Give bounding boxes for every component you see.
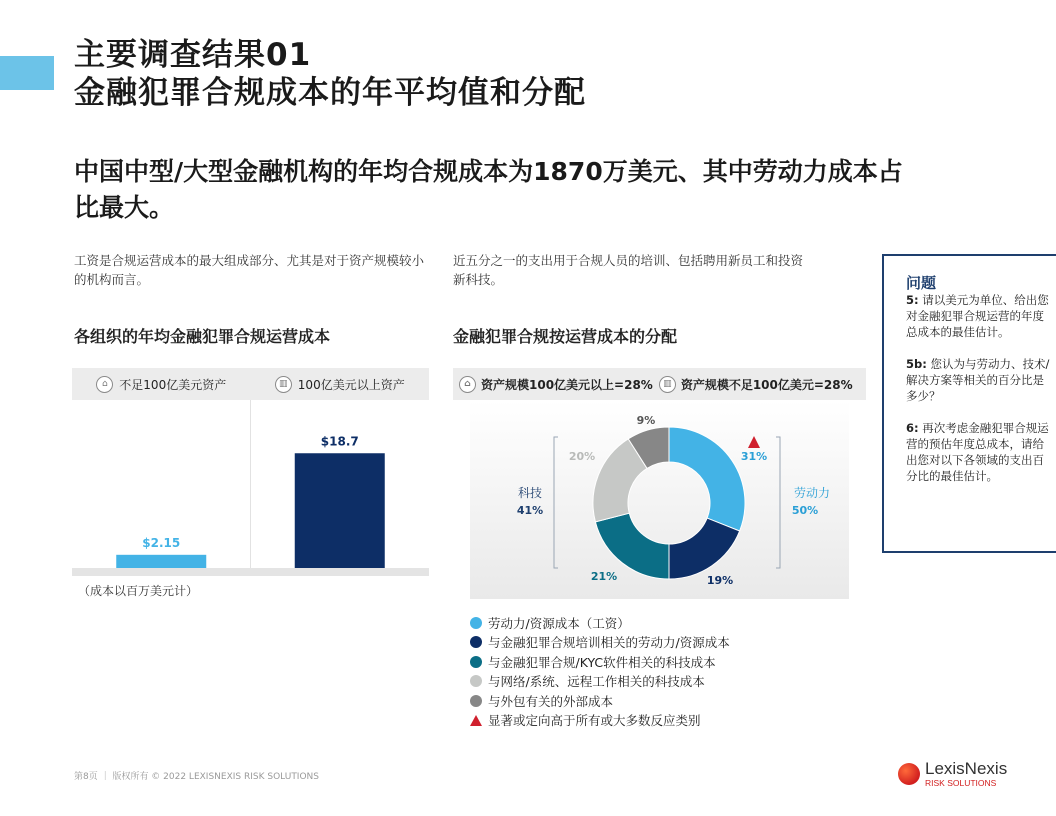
- building-icon: ⌂: [96, 376, 113, 393]
- accent-bar: [0, 56, 54, 90]
- question-5b-text: 您认为与劳动力、技术/解决方案等相关的百分比是多少？: [906, 357, 1050, 403]
- legend-label: 与金融犯罪合规培训相关的劳动力/资源成本: [488, 635, 730, 651]
- legend-label: 劳动力/资源成本（工资）: [488, 615, 630, 631]
- donut-chart: [470, 400, 849, 599]
- donut-header-item2-label: 资产规模不足100亿美元=28%: [680, 377, 853, 392]
- legend-label: 与网络/系统、远程工作相关的科技成本: [488, 674, 705, 690]
- slice-value-label: 19%: [706, 574, 734, 587]
- legend-item-flag: [470, 711, 730, 731]
- left-paragraph: 工资是合规运营成本的最大组成部分、尤其是对于资产规模较小的机构而言。: [74, 253, 425, 287]
- question-5: [906, 292, 1050, 340]
- question-5b-number: 5b:: [906, 357, 927, 371]
- question-5-number: 5:: [906, 293, 919, 307]
- bar-chart-header: [72, 368, 429, 400]
- slice-value-label: 21%: [590, 570, 618, 583]
- bar-value-label: $2.15: [142, 535, 181, 550]
- page-title: [74, 36, 586, 112]
- legend-item: [470, 672, 730, 692]
- legend-label: 与金融犯罪合规/KYC软件相关的科技成本: [488, 654, 716, 670]
- page-title-line2: 金融犯罪合规成本的年平均值和分配: [74, 75, 586, 111]
- donut-chart-header: [453, 368, 866, 400]
- bar-chart-unit-note: （成本以百万美元计）: [78, 584, 199, 598]
- right-heading: 金融犯罪合规按运营成本的分配: [453, 327, 678, 346]
- red-triangle-icon: [470, 715, 482, 726]
- group-right-value: 50%: [791, 504, 819, 517]
- logo-text: [925, 760, 1007, 788]
- donut-header-item2: [659, 376, 853, 393]
- legend-flag-label: 显著或定向高于所有或大多数反应类别: [488, 713, 701, 729]
- bar-header-col2: [251, 376, 430, 393]
- question-6: [906, 420, 1050, 484]
- legend-item: [470, 613, 730, 633]
- questions-box: [882, 254, 1056, 553]
- bar: [116, 555, 206, 568]
- questions-title: 问题: [906, 274, 937, 292]
- legend-swatch: [470, 695, 482, 707]
- building-icon: ⌂: [459, 376, 476, 393]
- legend-label: 与外包有关的外部成本: [488, 693, 614, 709]
- left-heading: 各组织的年均金融犯罪合规运营成本: [74, 327, 331, 346]
- group-left-name: 科技: [517, 486, 543, 500]
- bar-value-label: $18.7: [320, 434, 359, 449]
- legend-item: [470, 633, 730, 653]
- legend-swatch: [470, 636, 482, 648]
- bar-chart: [72, 400, 429, 576]
- group-right-name: 劳动力: [793, 486, 831, 500]
- logo-subtitle: RISK SOLUTIONS: [925, 778, 997, 788]
- bar-header-col1: [72, 376, 251, 393]
- bank-building-icon: ▥: [659, 376, 676, 393]
- legend-item: [470, 691, 730, 711]
- donut-legend: [470, 613, 730, 730]
- bar-header-col2-label: 100亿美元以上资产: [297, 377, 405, 392]
- bar: [295, 453, 385, 568]
- legend-item: [470, 652, 730, 672]
- logo-mark-icon: [898, 763, 920, 785]
- page-subtitle: 中国中型/大型金融机构的年均合规成本为1870万美元、其中劳动力成本占比最大。: [74, 157, 903, 222]
- question-5-text: 请以美元为单位、给出您对金融犯罪合规运营的年度总成本的最佳估计。: [906, 293, 1049, 339]
- legend-swatch: [470, 656, 482, 668]
- page-title-line1: 主要调查结果01: [74, 37, 312, 73]
- legend-swatch: [470, 617, 482, 629]
- bank-building-icon: ▥: [275, 376, 292, 393]
- group-left-value: 41%: [516, 504, 544, 517]
- slice-value-label: 20%: [568, 450, 596, 463]
- question-6-text: 再次考虑金融犯罪合规运营的预估年度总成本，请给出您对以下各领域的支出百分比的最佳估计。: [906, 421, 1049, 483]
- donut-header-item1-label: 资产规模100亿美元以上=28%: [481, 377, 653, 392]
- right-paragraph: 近五分之一的支出用于合规人员的培训、包括聘用新员工和投资新科技。: [453, 253, 804, 287]
- legend-swatch: [470, 675, 482, 687]
- question-6-number: 6:: [906, 421, 919, 435]
- footer-text: 第8页 ｜ 版权所有 © 2022 LEXISNEXIS RISK SOLUTIONS: [74, 772, 319, 782]
- question-5b: [906, 356, 1050, 404]
- lexisnexis-logo: [898, 760, 1007, 788]
- donut-header-item1: [459, 376, 653, 393]
- logo-name: LexisNexis: [925, 759, 1008, 778]
- bar-header-col1-label: 不足100亿美元资产: [119, 377, 227, 392]
- slice-value-label: 9%: [636, 414, 656, 427]
- bar-baseline: [72, 568, 429, 576]
- slice-value-label: 31%: [740, 450, 768, 463]
